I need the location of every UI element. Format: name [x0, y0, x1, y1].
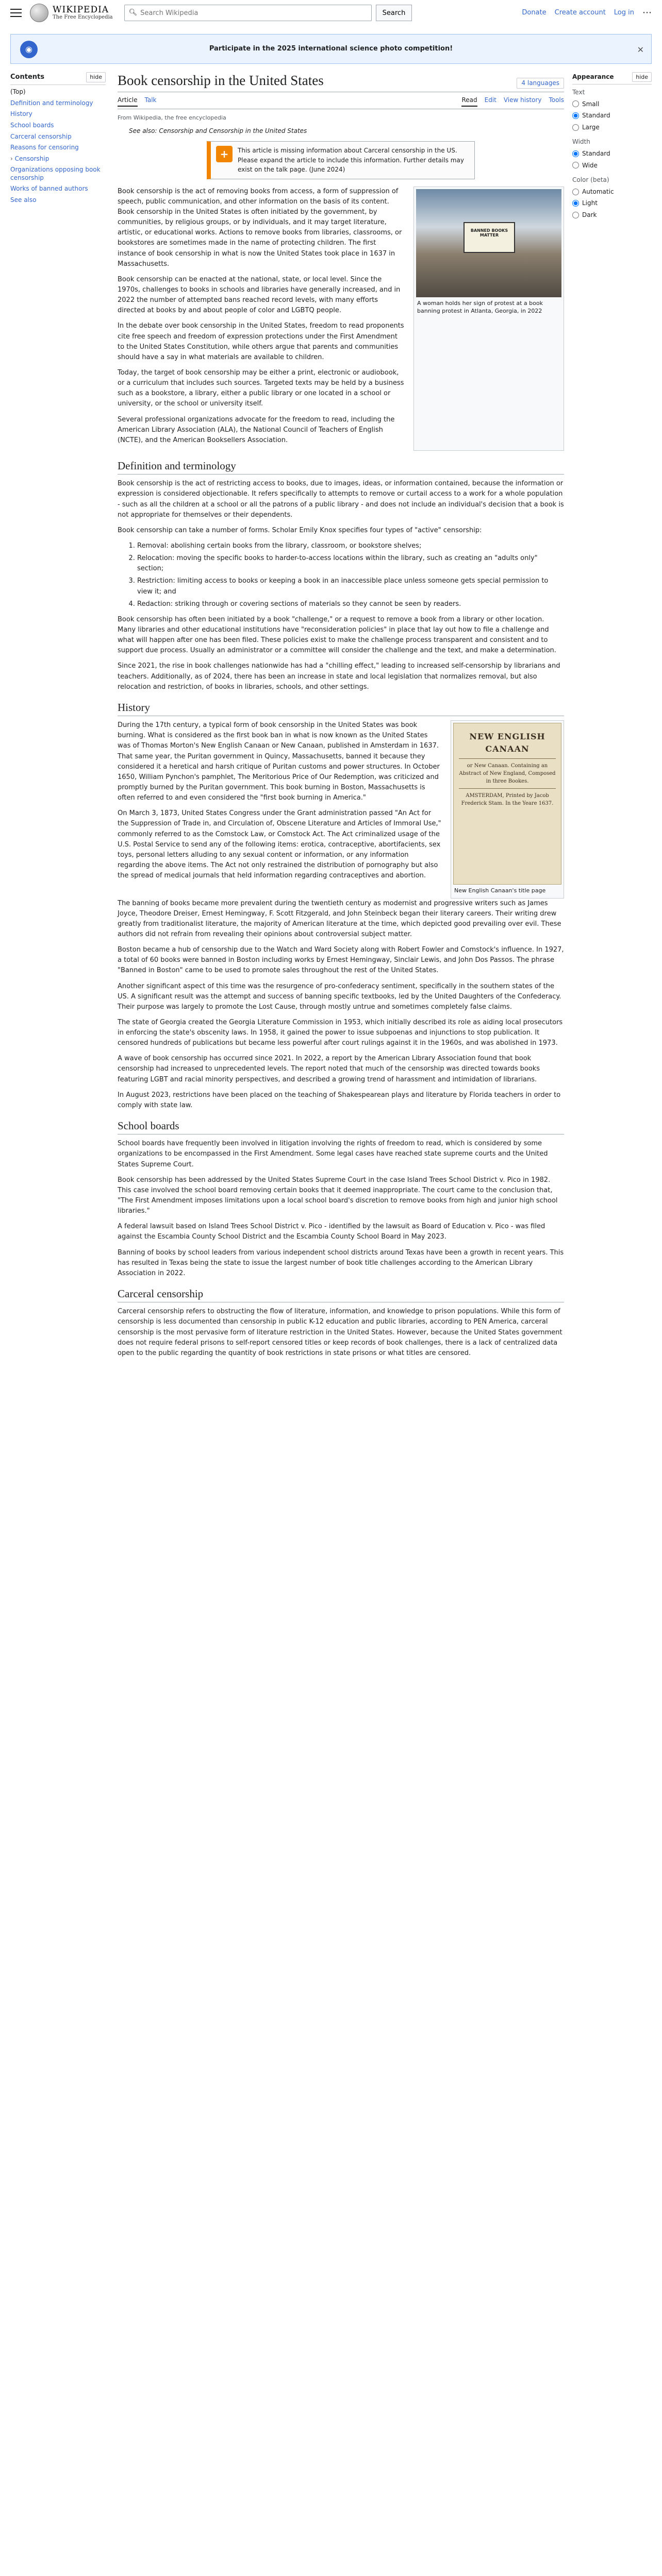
section-heading: Carceral censorship — [118, 1287, 564, 1302]
page-tabs — [118, 92, 564, 110]
globe-icon — [30, 4, 48, 22]
tab-tools[interactable]: Tools — [549, 96, 564, 104]
text-option-large[interactable]: Large — [572, 123, 652, 132]
toc-item-reasons[interactable]: Reasons for censoring — [10, 144, 79, 151]
section-paragraph: Book censorship is the act of restricting access to books, due to images, ideas, or information contained, because the information or expression is considered objectionable. It refers specifically to attempts to remove or curtail access to a work for a whole population - such as all the children at a school or all the patrons of a public library - and does not include an individual's decision that a book is not appropriate for themselves or their dependents. — [118, 480, 564, 519]
toc-item-history[interactable]: History — [10, 110, 32, 118]
site-notice-banner — [10, 34, 652, 64]
toc-item-carceral[interactable]: Carceral censorship — [10, 132, 72, 140]
tab-read[interactable]: Read — [461, 95, 477, 107]
section-paragraph: Book censorship has often been initiated by a book "challenge," or a request to remove a book from a library or other location. Many libraries and other educational institutions have "reconsideration policies" in place that lay out how to file a challenge and what will happen after one has been filed. These policies exist to make the challenge process transparent and consistent and to support due process. Usually an administrator or a committee will consider the challenge and the text, and make a determination. — [118, 615, 556, 655]
title-page-image[interactable] — [453, 723, 561, 885]
list-item: 4. Redaction: striking through or covering sections of materials so they cannot be seen by readers. — [137, 599, 564, 609]
main-menu-icon[interactable] — [10, 9, 22, 17]
toc-list — [10, 88, 106, 205]
color-option-light[interactable]: Light — [572, 198, 652, 208]
login-link[interactable]: Log in — [614, 8, 634, 16]
section-paragraph: A wave of book censorship has occurred since 2021. In 2022, a report by the American Library Association found that book censorship had increased to unprecedented levels. The report noted that much of the censorship was directed towards books featuring LGBT and racial minority perspectives, and described a growing trend of harassment and intimidation of librarians. — [118, 1055, 540, 1083]
missing-info-notice — [207, 141, 475, 179]
section-paragraph: Book censorship can take a number of forms. Scholar Emily Knox specifies four types of "active" censorship: — [118, 526, 482, 534]
list-item: 3. Restriction: limiting access to books or keeping a book in an inaccessible place unless someone gets special permission to view it; and — [137, 576, 564, 597]
section-paragraph: On March 3, 1873, United States Congress under the Grant administration passed "An Act for the Suppression of Trade in, and Circulation of, Obscene Literature and Articles of Immoral Use," commonly referred to as the Comstock Law, or Comstock Act. The Act criminalized usage of the U.S. Postal Service to send any of the following items: erotica, contraceptive, abortifacients, sex toys, personal letters alluding to any sexual content or information, or any information regarding the above items. The Act not only restrained the distribution of pornography but also the spread of medical journals that held information regarding contraceptives and abortion. — [118, 809, 441, 880]
more-options-icon[interactable]: ⋯ — [642, 7, 652, 19]
hatnote: See also: Censorship and Censorship in the United States — [129, 127, 307, 135]
section-paragraph: During the 17th century, a typical form of book censorship in the United States was book burning. What is considered as the first book ban in what is now known as the United States was of Thomas Morton's New English Canaan or New Canaan, published in Amsterdam in 1637. That same year, the Puritan government in Quincy, Massachusetts, banned it because they considered it a heretical and harsh critique of Puritan customs and power structures. In October 1650, William Pynchon's pamphlet, The Meritorious Price of Our Redemption, was criticized and promptly burned by the Puritan government. This book burning in Boston, Massachusetts is often referred to and even considered the "first book burning in America." — [118, 721, 440, 802]
section-paragraph: Another significant aspect of this time was the resurgence of pro-confederacy sentiment, specifically in the southern states of the US. A significant result was the attempt and success of banning specific textbooks, led by the United Daughters of the Confederacy. Their purpose was largely to promote the Lost Cause, through mostly untrue and sometimes completely false claims. — [118, 982, 561, 1011]
book-title: NEW ENGLISH CANAAN — [469, 732, 545, 754]
tab-talk[interactable]: Talk — [144, 96, 157, 104]
figure-caption: A woman holds her sign of protest at a book banning protest in Atlanta, Georgia, in 2022 — [417, 299, 543, 315]
section-paragraph: Carceral censorship refers to obstructing the flow of literature, information, and knowledge to prison populations. While this form of censorship is less documented than censorship in public K-12 education and public libraries, according to PEN America, carceral censorship is the most pervasive form of literature restriction in the United States. However, because the United States government does not require federal prisons to self-report censored titles or keep records of book challenges, there is a lack of centralized data open to the public regarding the quantity of book restrictions in state prisons or what titles are censored. — [118, 1308, 562, 1357]
section-paragraph: In August 2023, restrictions have been placed on the teaching of Shakespearean plays and literature by Florida teachers in order to comply with state law. — [118, 1091, 561, 1109]
color-option-automatic[interactable]: Automatic — [572, 187, 652, 197]
group-title: Text — [572, 89, 585, 96]
color-option-dark[interactable]: Dark — [572, 210, 652, 220]
logo-tagline: The Free Encyclopedia — [53, 14, 113, 21]
article — [118, 72, 564, 1364]
expand-icon: + — [216, 146, 233, 162]
toc-item-definition[interactable]: Definition and terminology — [10, 99, 93, 107]
donate-link[interactable]: Donate — [522, 8, 547, 16]
group-title: Width — [572, 138, 590, 146]
section-heading: School boards — [118, 1119, 564, 1134]
lead-paragraph: Book censorship can be enacted at the national, state, or local level. Since the 1970s, challenges to books in schools and libraries have generally increased, and in 2022 the number of attempted bans reached record levels, with many efforts directed at books by and about people of color and LGBTQ people. — [118, 275, 401, 315]
list-item: 2. Relocation: moving the specific books to harder-to-access locations within the library, such as creating an "adults only" section; — [137, 553, 564, 574]
search-button[interactable]: Search — [376, 5, 412, 21]
width-group — [572, 137, 652, 170]
protest-photo[interactable] — [416, 189, 561, 297]
book-caption: New English Canaan's title page — [454, 887, 546, 894]
section-paragraph: A federal lawsuit based on Island Trees School District v. Pico - identified by the lawsuit as Board of Education v. Pico - was filed against the Escambia County School District and the Escambia County School Board in May 2023. — [118, 1223, 545, 1241]
toc-item-see-also[interactable]: See also — [10, 196, 37, 204]
appearance-panel — [572, 72, 652, 225]
wikipedia-logo[interactable] — [30, 4, 113, 22]
appearance-hide-button[interactable]: hide — [632, 72, 652, 82]
close-icon[interactable]: ✕ — [637, 45, 644, 55]
book-subtitle: or New Canaan. Containing an Abstract of New England, Composed in three Bookes. — [459, 763, 556, 785]
appearance-title: Appearance — [572, 73, 614, 80]
toc-item-top[interactable]: (Top) — [10, 88, 26, 96]
create-account-link[interactable]: Create account — [554, 8, 606, 16]
toc-item-works[interactable]: Works of banned authors — [10, 185, 88, 193]
lead-paragraph: In the debate over book censorship in the United States, freedom to read proponents cite free speech and freedom of expression protections under the First Amendment to the United States Constitution, while others argue that parents and communities should have a say in what materials are available to children. — [118, 322, 404, 361]
banner-text[interactable]: Participate in the 2025 international science photo competition! — [209, 44, 453, 53]
page-title — [118, 72, 564, 92]
tab-article[interactable]: Article — [118, 95, 138, 107]
section-heading: History — [118, 701, 564, 716]
camera-icon: ◉ — [20, 41, 38, 58]
site-header — [0, 0, 662, 26]
language-button[interactable]: 4 languages — [517, 78, 564, 89]
personal-tools — [522, 6, 652, 20]
search-box[interactable] — [124, 5, 372, 21]
lead-paragraph: Today, the target of book censorship may be either a print, electronic or audiobook, or a curriculum that includes such sources. Targeted texts may be held by a business such as a bookstore, a library, either a public library or one located in a school or university, or the school or university itself. — [118, 369, 404, 408]
from-wikipedia: From Wikipedia, the free encyclopedia — [118, 114, 226, 122]
section-paragraph: The state of Georgia created the Georgia Literature Commission in 1953, which initially described its role as aiding local prosecutors in enforcing the state's obscenity laws. In 1958, it gained the power to issue subpoenas and injunctions to stop publication. It censored hundreds of publications but became less powerful after court rulings against it in the 1960s, and was abolished in 1973. — [118, 1018, 563, 1047]
text-size-group — [572, 88, 652, 132]
toc-item-organizations[interactable]: Organizations opposing book censorship — [10, 166, 101, 181]
search-icon: 🔍︎ — [128, 8, 138, 16]
book-figure — [451, 720, 564, 898]
section-paragraph: Since 2021, the rise in book challenges nationwide has had a "chilling effect," leading to increased self-censorship by librarians and teachers. Additionally, as of 2024, there has been an increase in state and local legislation that normalizes removal, but also relocation and restriction, of books in libraries, schools, and other settings. — [118, 662, 560, 691]
censorship-types-list — [118, 541, 564, 609]
toc-item-school-boards[interactable]: School boards — [10, 121, 54, 129]
width-option-wide[interactable]: Wide — [572, 161, 652, 171]
table-of-contents — [10, 72, 106, 208]
section-paragraph: Boston became a hub of censorship due to the Watch and Ward Society along with Robert Fowler and Comstock's influence. In 1927, a total of 60 books were banned in Boston including works by Ernest Hemingway, Sinclair Lewis, and John Dos Passos. The phrase "Banned in Boston" came to be used to promote sales throughout the rest of the United States. — [118, 946, 564, 975]
section-paragraph: School boards have frequently been involved in litigation involving the rights of freedom to read, which is considered by some organizations to be encompassed in the First Amendment. Some legal cases have reached state supreme courts and the United States Supreme Court. — [118, 1140, 548, 1168]
notice-text: This article is missing information about Carceral censorship in the US. Please expand the article to include this information. Further details may exist on the talk page. (June 2024) — [238, 146, 464, 174]
lead-paragraph: Several professional organizations advocate for the freedom to read, including the American Library Association (ALA), the National Council of Teachers of English (NCTE), and the American Booksellers Association. — [118, 415, 395, 444]
list-item: 1. Removal: abolishing certain books from the library, classroom, or bookstore shelves; — [137, 541, 564, 551]
section-paragraph: Book censorship has been addressed by the United States Supreme Court in the case Island Trees School District v. Pico in 1982. This case involved the school board removing certain books that it deemed inappropriate. The court came to the conclusion that, "The First Amendment imposes limitations upon a local school board's discretion to remove books from high and junior high school libraries." — [118, 1176, 558, 1215]
tab-view-history[interactable]: View history — [503, 96, 542, 104]
toc-item-censorship[interactable]: › Censorship — [10, 155, 106, 163]
tab-edit[interactable]: Edit — [484, 96, 496, 104]
protest-figure — [413, 187, 564, 451]
protest-sign: BANNED BOOKS MATTER — [464, 222, 515, 253]
search-input[interactable] — [140, 9, 367, 17]
toc-title: Contents — [10, 73, 44, 81]
book-imprint: AMSTERDAM, Printed by Jacob Frederick Stam. In the Yeare 1637. — [461, 793, 554, 807]
toc-hide-button[interactable]: hide — [86, 72, 106, 82]
section-paragraph: The banning of books became more prevalent during the twentieth century as modernist and progressive writers such as James Joyce, Theodore Dreiser, Ernest Hemingway, F. Scott Fitzgerald, and John Steinbeck began their literary careers. Their writing drew greatly from traditionalist literature, the majority of American literature at the time, which depicted good prevailing over evil. These authors did not refrain from revealing their opinions about controversial subject matter. — [118, 899, 561, 938]
text-option-standard[interactable]: Standard — [572, 111, 652, 121]
section-heading: Definition and terminology — [118, 459, 564, 474]
logo-wordmark: WIKIPEDIA — [53, 4, 109, 15]
section-paragraph: Banning of books by school leaders from various independent school districts around Texas have been a growth in recent years. This has resulted in Texas being the state to issue the largest number of book title challenges according to the American Library Association in 2022. — [118, 1248, 564, 1277]
lead-paragraph: Book censorship is the act of removing books from access, a form of suppression of speech, public communication, and other information on the basis of its content. Book censorship in the United States is often initiated by the government, by communities, by religious groups, or by individuals, and it may target literature, artistic, or educational works. Actions to remove books from libraries, classrooms, or bookstores are sometimes made in the name of protecting children. The first instance of book censorship in what is now the United States took place in 1637 in Massachusetts. — [118, 187, 402, 268]
text-option-small[interactable]: Small — [572, 99, 652, 109]
width-option-standard[interactable]: Standard — [572, 149, 652, 159]
page-title-text: Book censorship in the United States — [118, 73, 324, 88]
group-title: Color (beta) — [572, 176, 609, 184]
color-group — [572, 175, 652, 219]
